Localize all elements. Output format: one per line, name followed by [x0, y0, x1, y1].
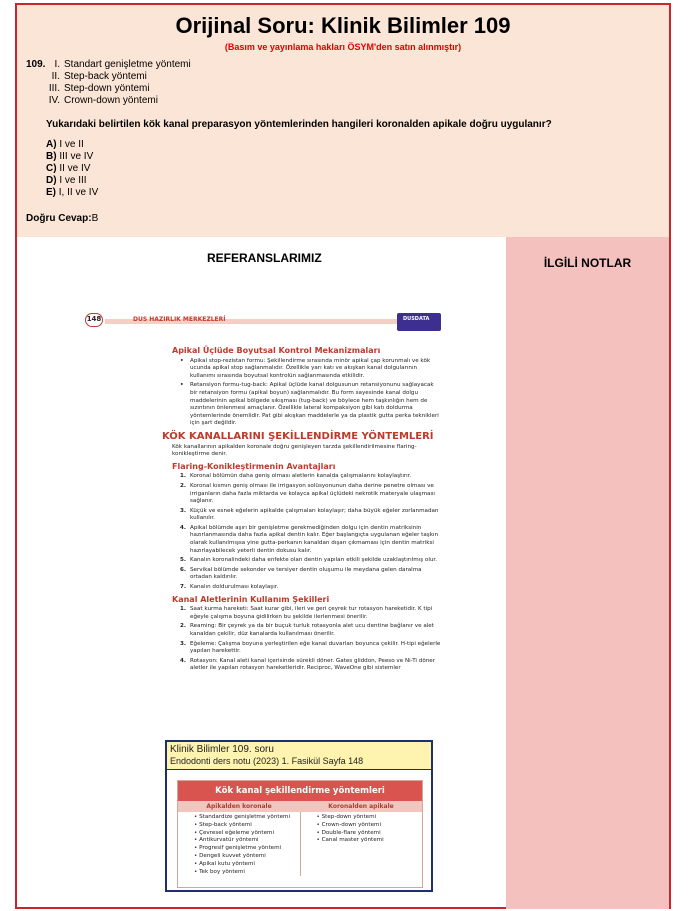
table-header-row — [178, 801, 422, 812]
answer-choice-c: C) II ve IV — [46, 163, 91, 174]
table-cell: • Step-down yöntemi — [316, 814, 377, 820]
list-item: 6. Servikal bölümde sekonder ve tersiyer dentin oluşumu ile meydana gelen daralma ortadan kaldırılır. — [180, 566, 422, 581]
table-cell: • Crown-down yöntemi — [316, 821, 382, 828]
answer-choice-e: E) I, II ve IV — [46, 187, 99, 198]
answer-choice-d: D) I ve III — [46, 175, 87, 186]
list-item: 5. Kanalın koronalindeki daha enfekte olan dentin yapıları etkili şekilde uzaklaştırılmış olur. — [180, 557, 437, 564]
table-body — [178, 812, 422, 876]
table-title: Kök kanal şekillendirme yöntemleri — [178, 781, 422, 801]
bullet-item: • Retansiyon formu-tug-back: Apikal üçlüde kanal dolgusunun retansiyonunu sağlayacak bir retansiyon formu (apikal boyun) sağlanmalıdır. Bu form sayesinde kanal dolgu maddelerinin apikal bölgede sıkışması (tug-back) ve böylece hem taşkınlığın hem de sızıntının önlenmesi amaçlanır. Özellikle lateral kompaksiyon gibi katı doldurma yöntemlerinde önemlidir. Pat gibi akışkan maddelerle ya da plastik gutta perka teknikleri için şart değildir. — [180, 382, 439, 427]
publisher-logo-text: DUSDATA — [403, 316, 430, 322]
correct-answer: Doğru Cevap:B — [26, 213, 99, 224]
list-item: 1. Saat kurma hareketi: Saat kurar gibi, ileri ve geri çeyrek tur rotasyon hareketidir. K tipi eğeyle çalışma boyuna gidilirken bu şekilde ilerlenmesi önerilir. — [180, 606, 433, 620]
question-number: 109. — [26, 59, 46, 70]
page-title: Orijinal Soru: Klinik Bilimler 109 — [175, 13, 511, 38]
table-cell: • Antikurvatür yöntemi — [194, 837, 259, 844]
table-cell: • Çevresel eğeleme yöntemi — [194, 829, 275, 836]
list-item: 7. Kanalın doldurulması kolaylaşır. — [180, 584, 279, 591]
references-heading: REFERANSLARIMIZ — [207, 251, 322, 265]
methods-table — [177, 780, 423, 888]
table-column-header: Apikalden koronale — [206, 803, 272, 810]
question-option: II. Step-back yöntemi — [51, 71, 147, 82]
answer-choice-b: B) III ve IV — [46, 151, 94, 162]
table-cell: • Canal master yöntemi — [316, 837, 384, 844]
question-options — [43, 59, 191, 107]
bullet-item: • Apikal stop-rezistan formu: Şekillendirme sırasında minör apikal çap korunmalı ve kök ucunda apikal stop sağlanmalıdır. Özellikle yarı katı ve akışkan kanal dolgularının kullanımı sırasında boyutsal kontrolün sağlanmasında etkilidir. — [180, 357, 431, 379]
list-item: 1. Koronal bölümün daha geniş olması aletlerin kanalda çalışmalarını kolaylaştırır. — [180, 473, 412, 480]
list-item: 4. Rotasyon: Kanal aleti kanal içerisinde sürekli döner. Gates gliddon, Peeso ve Ni-Ti döner aletler ile yapılan rotasyon hareketleridir. Reciproc, WaveOne gibi sistemler — [180, 657, 436, 672]
question-text: Yukarıdaki belirtilen kök kanal preparasyon yöntemlerinden hangileri koronalden apikale doğru uygulanır? — [46, 119, 552, 130]
section-intro: Kök kanallarının apikalden koronale doğru genişleyen tarzda şekillendirilmesine flaring-konikleştirme denir. — [172, 443, 417, 458]
question-option: I. Standart genişletme yöntemi — [54, 59, 191, 70]
question-option: IV. Crown-down yöntemi — [48, 95, 158, 106]
list-item: 2. Koronal kısmın geniş olması ile irrigasyon solüsyonunun daha derine penetre olması ve irriganların daha fazla miktarda ve kolayca apikal üçlüdeki nekrotik materyale ulaşması sağlanır. — [180, 482, 435, 505]
textbook-header: DUS HAZIRLIK MERKEZLERİ — [133, 316, 226, 323]
table-cell: • Dengeli kuvvet yöntemi — [194, 852, 266, 859]
list-item: 3. Küçük ve esnek eğelerin apikalde çalışmaları kolaylaşır; daha büyük eğeler zorlanmadan kullanılır. — [180, 507, 439, 522]
answer-choices — [46, 139, 98, 199]
section-title: Kanal Aletlerinin Kullanım Şekilleri — [172, 594, 330, 604]
table-cell: • Standardize genişletme yöntemi — [194, 814, 291, 820]
question-panel — [17, 5, 669, 237]
callout-line-1: Klinik Bilimler 109. soru — [170, 744, 274, 755]
section-title: Flaring-Konikleştirmenin Avantajları — [172, 461, 336, 471]
reference-callout — [165, 740, 433, 892]
section-title: Apikal Üçlüde Boyutsal Kontrol Mekanizmaları — [172, 346, 381, 355]
callout-line-2: Endodonti ders notu (2023) 1. Fasikül Sayfa 148 — [170, 756, 364, 766]
list-item: 4. Apikal bölümde aşırı bir genişletme gerekmediğinden dolgu için dentin matriksinin hazırlanmasında daha fazla apikal dentin kalır. Eğer başlangıçta uygulanan eğeler taşkın olarak kullanılmışsa yine gutta-perkanın kanaldan dışarı çıkmaması için dentin matriksi hazırlayabilecek yeterli dentin dokusu kalır. — [180, 524, 439, 554]
list-item: 2. Reaming: Bir çeyrek ya da bir buçuk turluk rotasyonla alet ucu dentine bağlanır ve alet kanaldan çekilir, düz kanalarda kullanılması önerilir. — [180, 623, 434, 637]
answer-choice-a: A) I ve II — [46, 139, 84, 150]
table-cell: • Step-back yöntemi — [194, 821, 252, 828]
table-column-header: Koronalden apikale — [328, 803, 394, 810]
question-option: III. Step-down yöntemi — [48, 83, 150, 94]
table-cell: • Progresif genişletme yöntemi — [194, 845, 282, 852]
notes-heading: İLGİLİ NOTLAR — [543, 256, 632, 270]
table-cell: • Tek boy yöntemi — [194, 868, 245, 875]
callout-header — [167, 742, 431, 770]
textbook-content — [162, 343, 442, 675]
section-title: KÖK KANALLARINI ŞEKİLLENDİRME YÖNTEMLERİ — [162, 430, 434, 442]
table-cell: • Double-flare yöntemi — [316, 829, 381, 836]
table-column — [178, 812, 301, 876]
copyright-note: (Basım ve yayınlama hakları ÖSYM'den satın alınmıştır) — [224, 42, 462, 52]
notes-panel — [506, 237, 669, 909]
list-item: 3. Eğeleme: Çalışma boyuna yerleştirilen eğe kanal duvarları boyunca çekilir. H-tipi eğelerle yapılan harekettir. — [180, 640, 441, 655]
table-cell: • Apikal kutu yöntemi — [194, 860, 255, 867]
table-column — [301, 812, 423, 876]
textbook-page-number: 148 — [85, 313, 103, 327]
